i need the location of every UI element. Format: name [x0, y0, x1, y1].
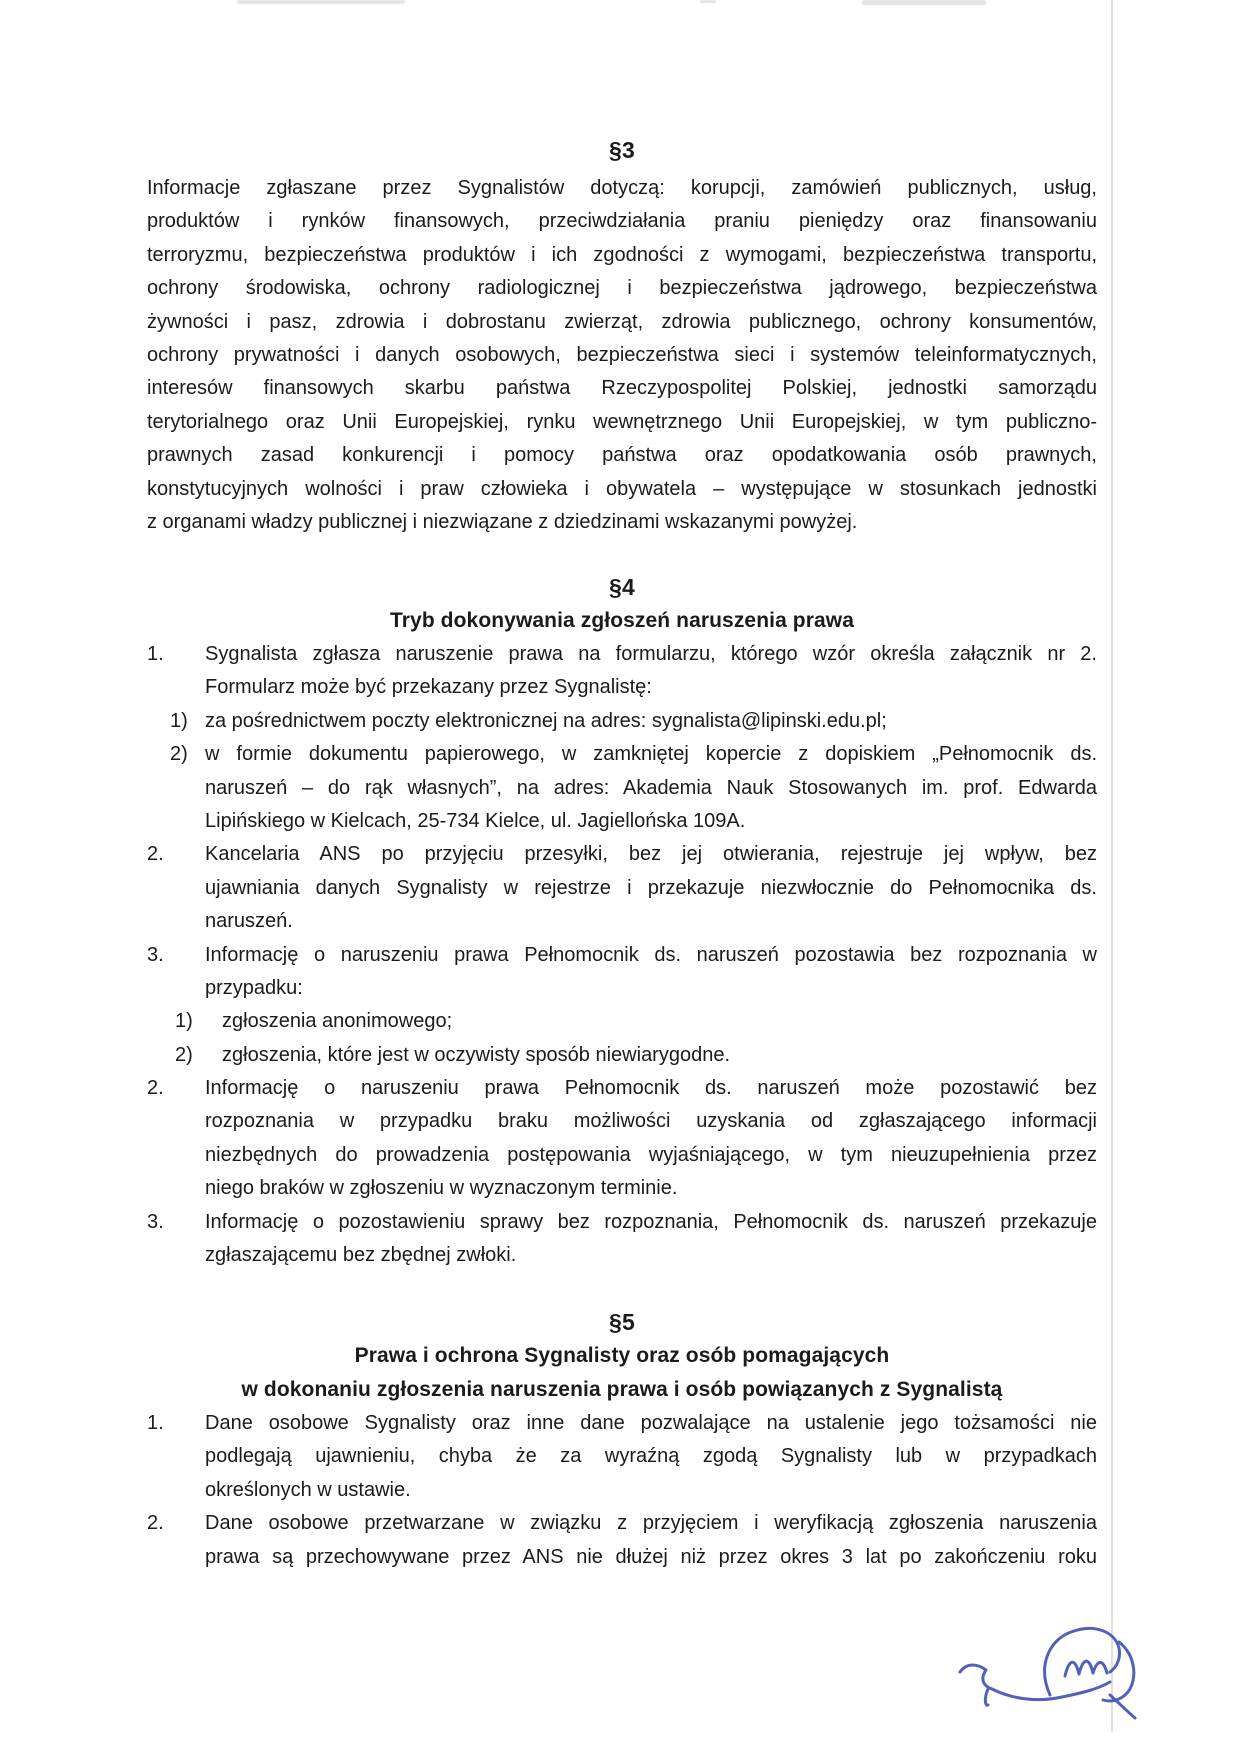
text-line [147, 905, 1097, 938]
scan-artifact [862, 0, 986, 5]
line-text: żywności i pasz, zdrowia i dobrostanu zwierząt, zdrowia publicznego, ochrony konsumentów, [147, 310, 1097, 333]
section-heading-5: §5 [609, 1309, 635, 1335]
text-line [147, 671, 1097, 704]
list-marker: 1) [170, 709, 188, 732]
scan-artifact [700, 0, 716, 3]
text-line [147, 339, 1097, 372]
list-marker: 3. [147, 943, 164, 966]
line-text: podlegają ujawnieniu, chyba że za wyraźną zgodą Sygnalisty lub w przypadkach [205, 1445, 1097, 1468]
text-line [147, 1440, 1097, 1473]
line-text: interesów finansowych skarbu państwa Rzeczypospolitej Polskiej, jednostki samorządu [147, 377, 1097, 400]
text-line [147, 972, 1097, 1005]
line-text: Kancelaria ANS po przyjęciu przesyłki, bez jej otwierania, rejestruje jej wpływ, bez [205, 843, 1097, 866]
text-line [147, 239, 1097, 272]
text-line [147, 1172, 1097, 1205]
line-text: prawa są przechowywane przez ANS nie dłużej niż przez okres 3 lat po zakończeniu roku [205, 1545, 1097, 1568]
text-line [147, 705, 1097, 738]
text-line [147, 638, 1097, 671]
list-marker: 2. [147, 1077, 164, 1100]
text-line [147, 738, 1097, 771]
line-text: Informację o naruszeniu prawa Pełnomocnik ds. naruszeń pozostawia bez rozpoznania w [205, 943, 1097, 966]
line-text: terroryzmu, bezpieczeństwa produktów i ich zgodności z wymogami, bezpieczeństwa transportu, [147, 243, 1097, 266]
text-line [147, 306, 1097, 339]
text-line [147, 939, 1097, 972]
section-5-subtitle-line2: w dokonaniu zgłoszenia naruszenia prawa i osób powiązanych z Sygnalistą [241, 1378, 1003, 1401]
text-line [147, 838, 1097, 871]
text-line [147, 1072, 1097, 1105]
text-line [147, 272, 1097, 305]
line-text: określonych w ustawie. [205, 1478, 411, 1501]
line-text: Lipińskiego w Kielcach, 25-734 Kielce, ul. Jagiellońska 109A. [205, 809, 746, 832]
line-text: Informację o naruszeniu prawa Pełnomocnik ds. naruszeń może pozostawić bez [205, 1077, 1097, 1100]
line-text: Dane osobowe przetwarzane w związku z przyjęciem i weryfikacją zgłoszenia naruszenia [205, 1512, 1097, 1535]
line-text: naruszeń – do rąk własnych”, na adres: Akademia Nauk Stosowanych im. prof. Edwarda [205, 776, 1097, 799]
text-line [147, 872, 1097, 905]
line-text: ochrony prywatności i danych osobowych, bezpieczeństwa sieci i systemów teleinformatycznych, [147, 343, 1097, 366]
line-text: produktów i rynków finansowych, przeciwdziałania praniu pieniędzy oraz finansowaniu [147, 210, 1097, 233]
line-text: prawnych zasad konkurencji i pomocy państwa oraz opodatkowania osób prawnych, [147, 444, 1097, 467]
line-text: Dane osobowe Sygnalisty oraz inne dane pozwalające na ustalenie jego tożsamości nie [205, 1412, 1097, 1434]
page-edge-line [1111, 0, 1113, 1732]
text-line [147, 1474, 1097, 1507]
list-marker: 1. [147, 643, 164, 665]
line-text: Formularz może być przekazany przez Sygnalistę: [205, 676, 652, 699]
line-text: rozpoznania w przypadku braku możliwości uzyskania od zgłaszającego informacji [205, 1110, 1097, 1133]
text-line [147, 473, 1097, 506]
line-text: naruszeń. [205, 910, 293, 933]
line-text: niego braków w zgłoszeniu w wyznaczonym terminie. [205, 1177, 678, 1200]
list-marker: 2. [147, 1512, 164, 1535]
line-text: zgłoszenia, które jest w oczywisty sposób niewiarygodne. [222, 1043, 731, 1066]
text-line [147, 1206, 1097, 1239]
section-4-subtitle: Tryb dokonywania zgłoszeń naruszenia prawa [390, 609, 854, 632]
text-line [147, 172, 1097, 205]
text-line [147, 1507, 1097, 1540]
section-heading-4: §4 [609, 574, 635, 600]
line-text: Informację o pozostawieniu sprawy bez rozpoznania, Pełnomocnik ds. naruszeń przekazuje [205, 1210, 1097, 1233]
section-heading-3: §3 [609, 137, 635, 163]
text-line [147, 1039, 1097, 1072]
line-text: przypadku: [205, 976, 303, 999]
scan-artifact [237, 0, 405, 4]
line-text: zgłaszającemu bez zbędnej zwłoki. [205, 1244, 517, 1267]
text-line [147, 372, 1097, 405]
list-marker: 2) [170, 743, 188, 766]
line-text: terytorialnego oraz Unii Europejskiej, rynku wewnętrznego Unii Europejskiej, w tym publiczno- [147, 410, 1097, 433]
text-line [147, 506, 1097, 539]
text-line [147, 1541, 1097, 1574]
text-line [147, 1005, 1097, 1038]
line-text: ochrony środowiska, ochrony radiologicznej i bezpieczeństwa jądrowego, bezpieczeństwa [147, 277, 1097, 300]
line-text: w formie dokumentu papierowego, w zamkniętej kopercie z dopiskiem „Pełnomocnik ds. [205, 743, 1097, 766]
list-marker: 1. [147, 1412, 164, 1434]
list-marker: 2) [175, 1043, 193, 1066]
text-line [147, 205, 1097, 238]
line-text: Informacje zgłaszane przez Sygnalistów dotyczą: korupcji, zamówień publicznych, usług, [147, 177, 1097, 199]
signature-ink [952, 1592, 1144, 1722]
section-4-list [147, 638, 1097, 1272]
line-text: ujawniania danych Sygnalisty w rejestrze i przekazuje niezwłocznie do Pełnomocnika ds. [205, 876, 1097, 899]
list-marker: 2. [147, 843, 164, 866]
text-line [147, 1239, 1097, 1272]
section-5-list [147, 1407, 1097, 1574]
text-line [147, 406, 1097, 439]
text-line [147, 439, 1097, 472]
line-text: z organami władzy publicznej i niezwiązane z dziedzinami wskazanymi powyżej. [147, 510, 858, 533]
line-text: konstytucyjnych wolności i praw człowieka i obywatela – występujące w stosunkach jednostki [147, 477, 1097, 500]
section-3-paragraph [147, 172, 1097, 539]
text-line [147, 1139, 1097, 1172]
line-text: Sygnalista zgłasza naruszenie prawa na formularzu, którego wzór określa załącznik nr 2. [205, 643, 1097, 665]
list-marker: 3. [147, 1210, 164, 1233]
section-5-subtitle-line1: Prawa i ochrona Sygnalisty oraz osób pomagających [354, 1344, 890, 1367]
line-text: zgłoszenia anonimowego; [222, 1010, 453, 1033]
line-text: za pośrednictwem poczty elektronicznej na adres: sygnalista@lipinski.edu.pl; [205, 709, 887, 732]
list-marker: 1) [175, 1010, 193, 1033]
text-line [147, 1407, 1097, 1440]
line-text: niezbędnych do prowadzenia postępowania wyjaśniającego, w tym nieuzupełnienia przez [205, 1143, 1097, 1166]
text-line [147, 772, 1097, 805]
text-line [147, 805, 1097, 838]
text-line [147, 1105, 1097, 1138]
